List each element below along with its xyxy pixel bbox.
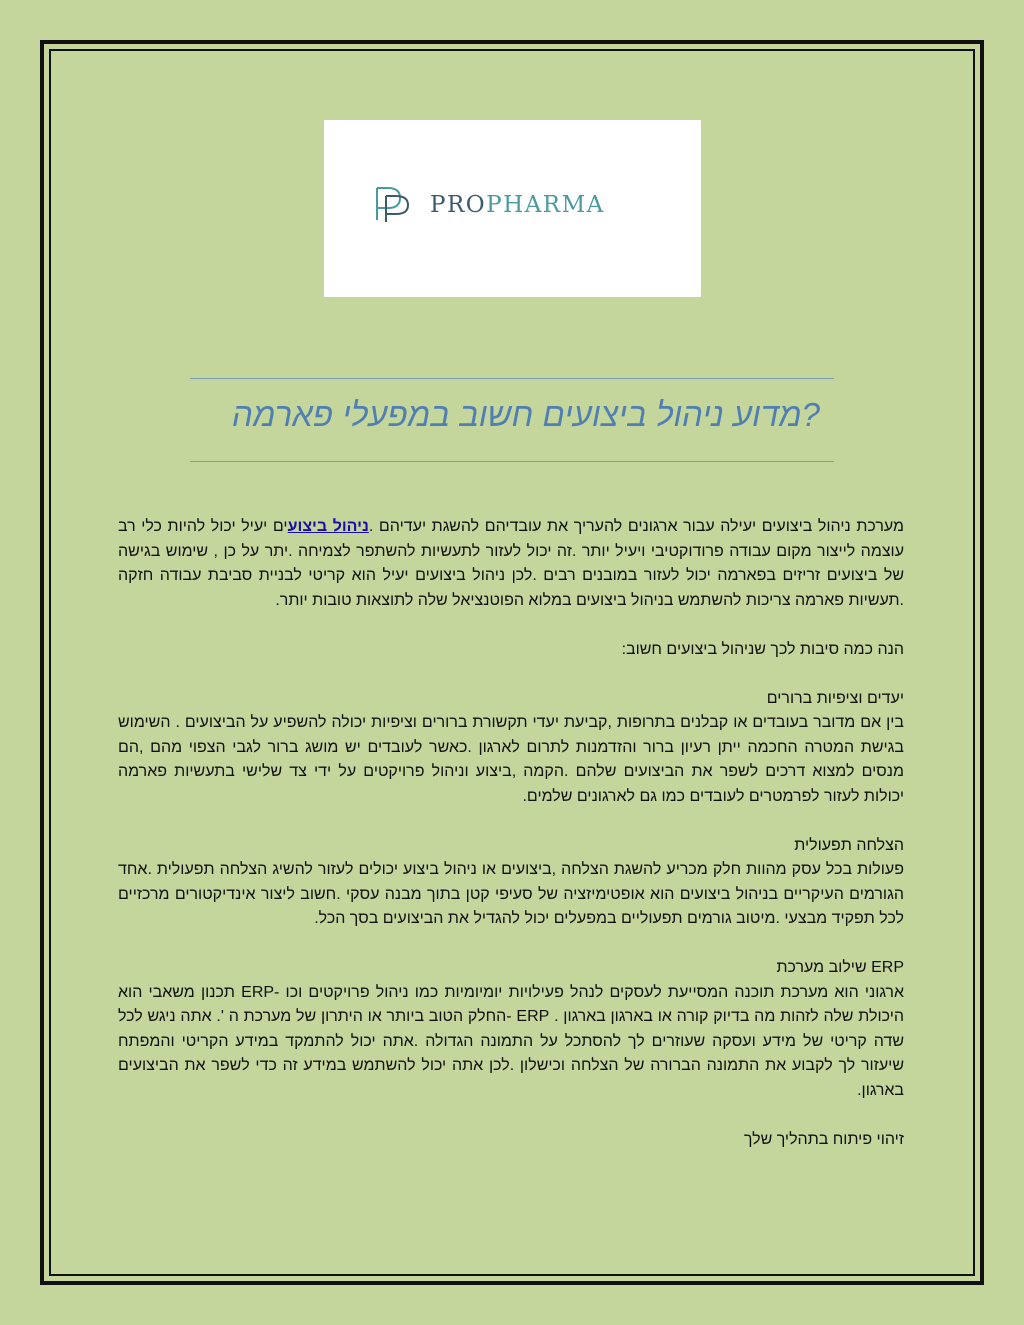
section-heading-goals: יעדים וציפיות ברורים xyxy=(766,689,904,707)
logo-banner xyxy=(324,120,701,297)
performance-management-link[interactable]: ניהול ביצוע xyxy=(287,518,369,535)
logo-wordmark xyxy=(430,192,605,218)
title-rule-top xyxy=(190,378,834,379)
title-rule-bottom xyxy=(190,461,834,462)
spacer xyxy=(118,613,904,638)
logo-text-pro: PRO xyxy=(430,192,487,218)
page-title: ?מדוע ניהול ביצועים חשוב במפעלי פארמה xyxy=(231,396,820,433)
intro-after-link: ים יעיל יכול להיות כלי רב עוצמה לייצור מקום עבודה פרודוקטיבי ויעיל יותר .זה יכול לעזור לתעשיות להשתפר לצמיחה .יתר על כן , שימוש בגישה של ביצועים זריזים בפארמה יכול לעזור במובנים רבים .לכן ניהול ביצועים יעיל הוא קריטי לבניית סביבת עבודה חזקה .תעשיות פארמה צריכות להשתמש בניהול ביצועים במלוא הפוטנציאל שלה לתוצאות טובות יותר. xyxy=(118,518,904,609)
section-heading-erp: ERP שילוב מערכת xyxy=(776,959,904,976)
intro-paragraph xyxy=(118,515,904,613)
spacer xyxy=(118,932,904,957)
section-body-erp: ארגוני הוא מערכת תוכנה המסייעת לעסקים לנהל פעילויות יומיומיות כמו ניהול פרויקטים וכו -ERP תכנון משאבי הוא היכולת שלה לזהות מה בדיוק קורה או בארגון בארגון . ERP -החלק הטוב ביותר או היתרון של מערכת ה '. אתה ניגש לכל שדה קריטי של מידע ועסקה שעוזרים לך להסתכל על התמונה הגדולה .אתה יכול להתמקד במידע הקריטי והמפתח שיעזור לך לקבוע את התמונה הברורה של הצלחה וכישלון .לכן אתה יכול להשתמש במידע זה כדי לשפר את הביצועים בארגון. xyxy=(118,983,904,1099)
reasons-heading: הנה כמה סיבות לכך שניהול ביצועים חשוב: xyxy=(621,640,904,658)
section-heading-development: זיהוי פיתוח בתהליך שלך xyxy=(743,1130,904,1148)
spacer xyxy=(118,662,904,687)
logo-text-pharma: PHARMA xyxy=(486,192,605,218)
intro-before-link: מערכת ניהול ביצועים יעילה עבור ארגונים להעריך את עובדיהם להשגת יעדיהם . xyxy=(368,518,905,535)
section-body-operations: פעולות בכל עסק מהוות חלק מכריע להשגת הצלחה ,ביצועים או ניהול ביצוע יכולים לעזור להשיג הצלחה תפעולית .אחד הגורמים העיקריים בניהול ביצועים הוא אופטימיזציה של סעיפי קטן בתוך מבנה עסקי .חשוב ליצור אינדיקטורים מרכזיים לכל תפקיד מבצעי .מיטוב גורמים תפעוליים במפעלים יכול להגדיל את הביצועים בסך הכל. xyxy=(118,861,904,927)
article-body xyxy=(118,515,904,1152)
spacer xyxy=(118,809,904,834)
spacer xyxy=(118,1103,904,1128)
section-body-goals: בין אם מדובר בעובדים או קבלנים בתרופות ,קביעת יעדי תקשורת ברורים וציפיות יכולה להשפיע על הביצועים . השימוש בגישת המטרה החכמה ייתן רעיון ברור והזדמנות לתרום לארגון .כאשר לעובדים יש מושג ברור לגבי הצפוי מהם ,הם מנסים למצוא דרכים לשפר את הביצועים שלהם .הקמה ,ביצוע וניהול פרויקטים על ידי צד שלישי בתעשיות פארמה יכולות לעזור לפרמטרים לעובדים כמו גם לארגונים שלמים. xyxy=(118,714,904,805)
section-heading-operations: הצלחה תפעולית xyxy=(794,836,904,854)
